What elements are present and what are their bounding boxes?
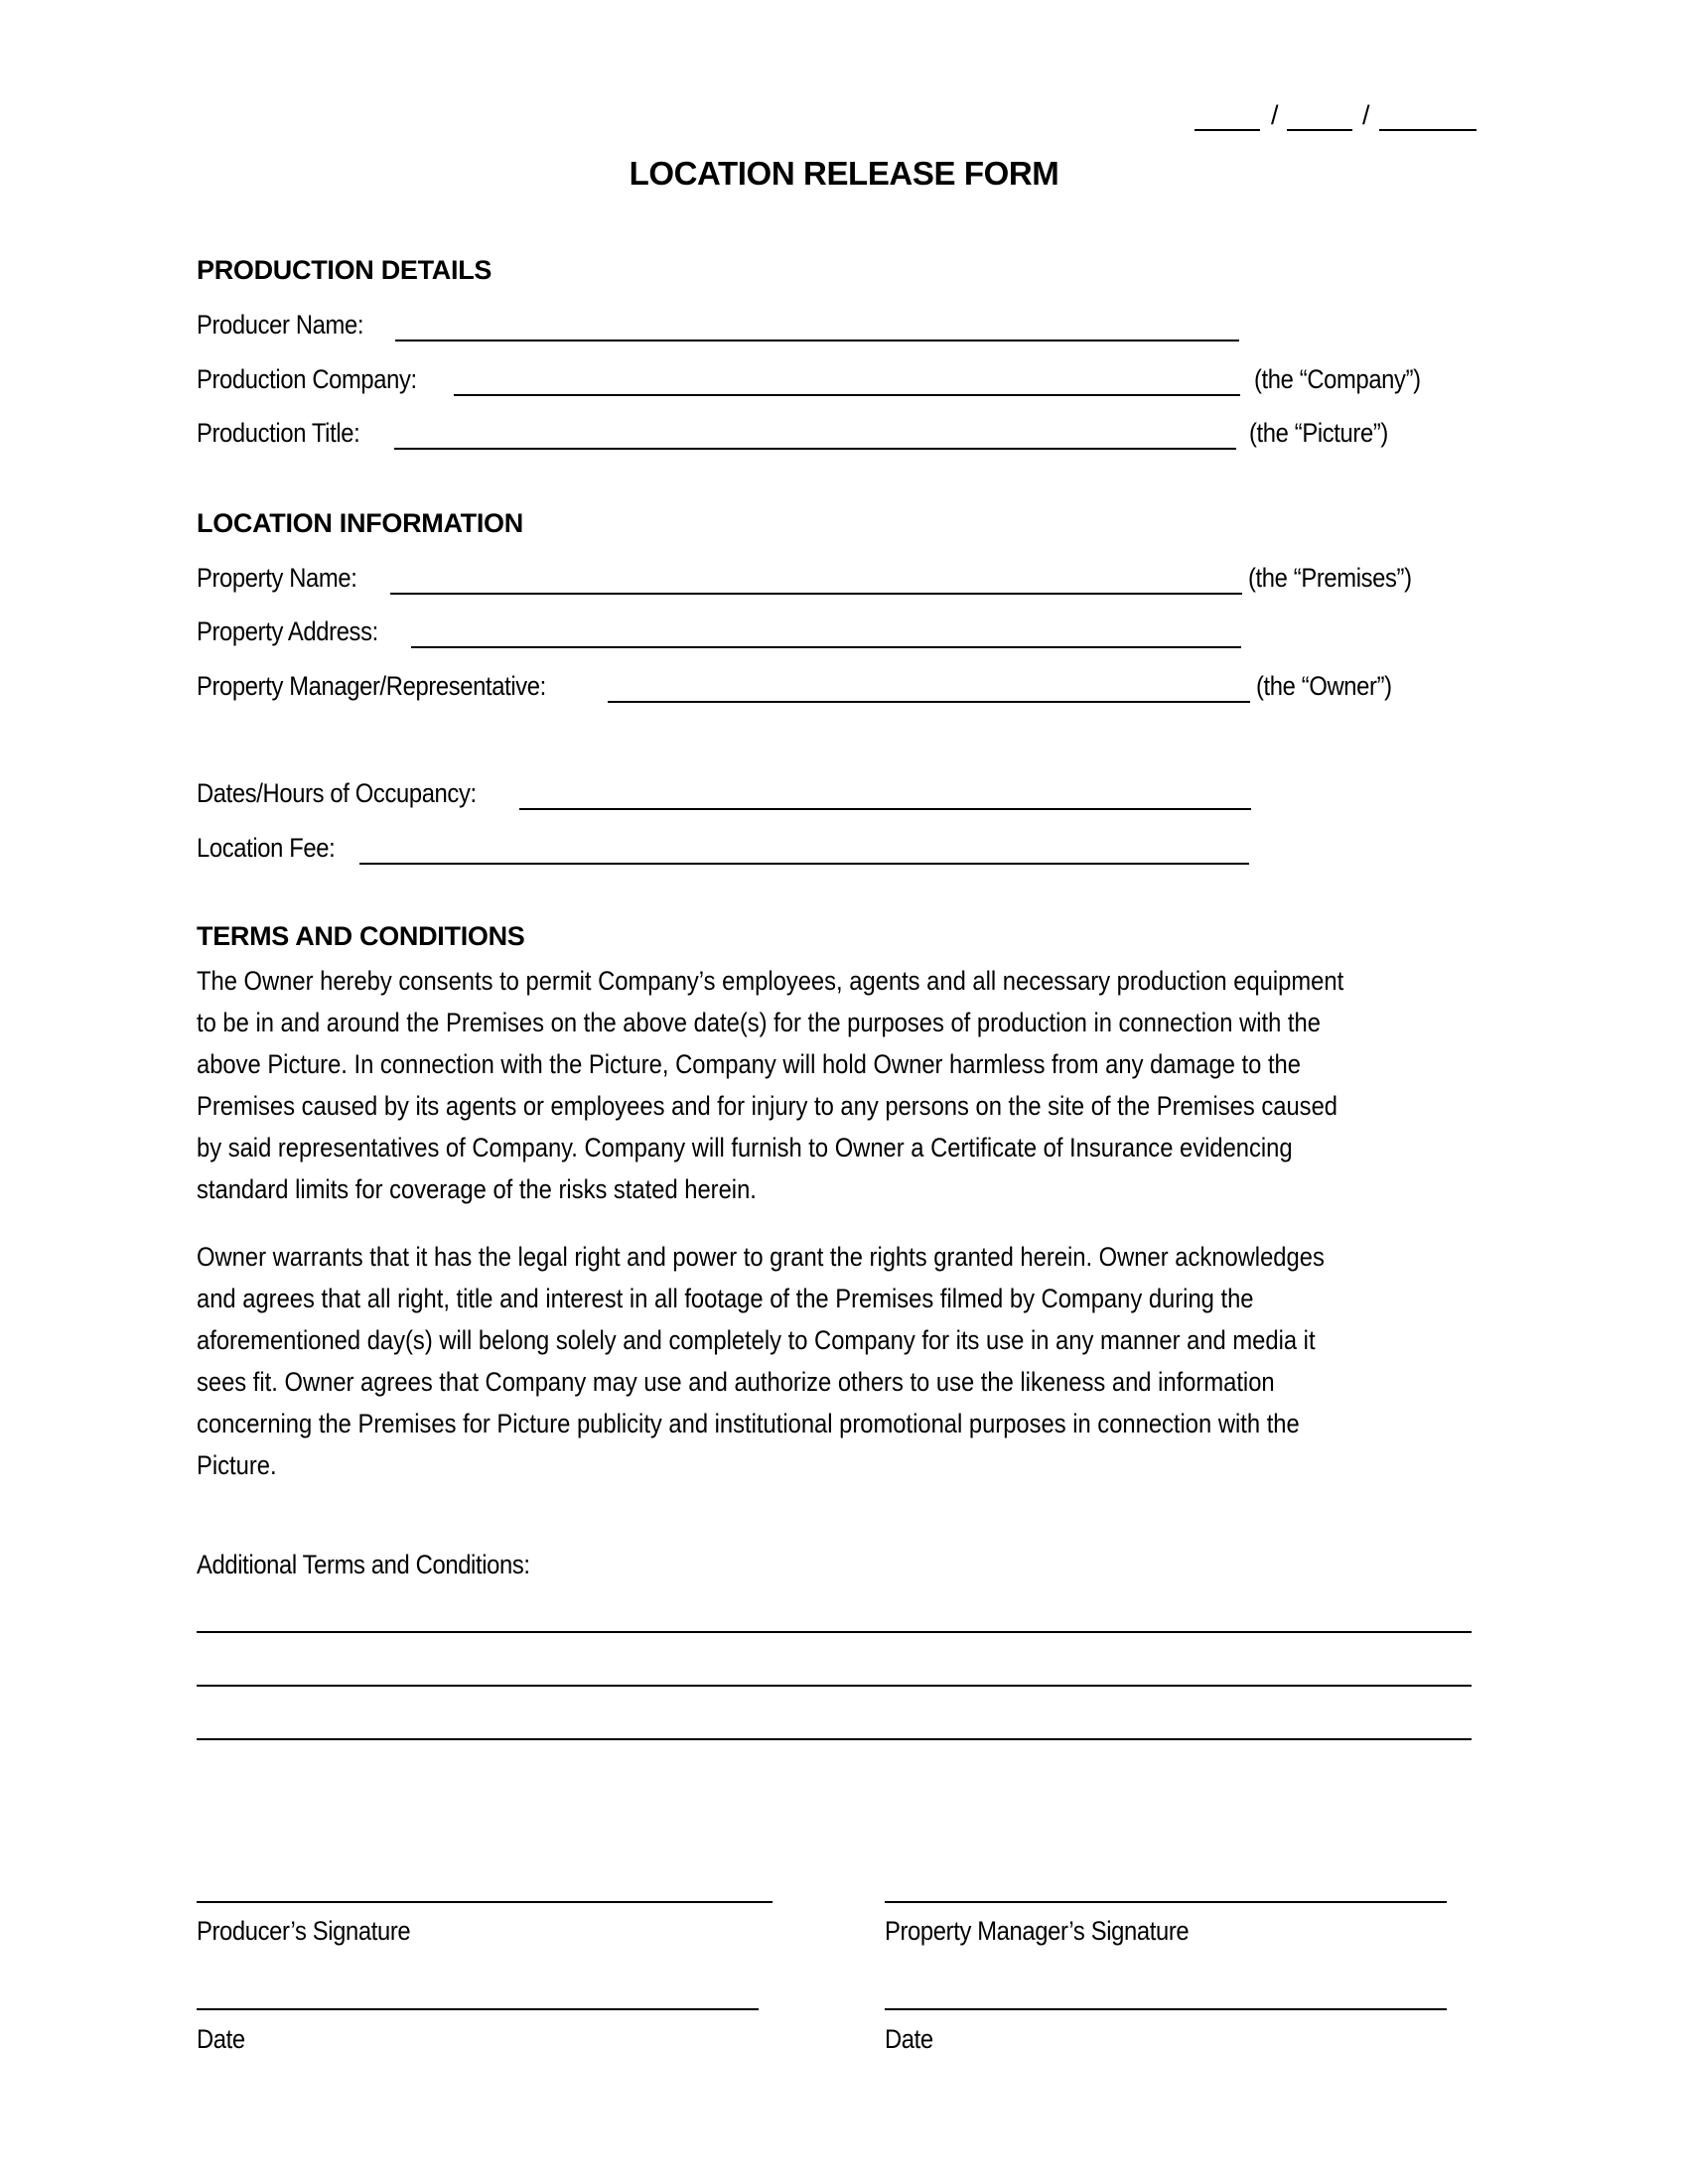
- property-address-field[interactable]: [411, 646, 1241, 648]
- paragraph-line: above Picture. In connection with the Picture, Company will hold Owner harmless from any damage to the: [197, 1049, 1301, 1079]
- additional-terms-label: Additional Terms and Conditions:: [197, 1550, 530, 1579]
- paragraph-line: aforementioned day(s) will belong solely and completely to Company for its use in any manner and media it: [197, 1325, 1316, 1355]
- producer-signature-label: Producer’s Signature: [197, 1916, 411, 1946]
- producer-date-label: Date: [197, 2024, 245, 2054]
- producer-name-label: Producer Name:: [197, 310, 364, 340]
- location-fee-field[interactable]: [359, 863, 1249, 865]
- owner-definition: (the “Owner”): [1256, 671, 1392, 701]
- paragraph-line: concerning the Premises for Picture publicity and institutional promotional purposes in connection with the: [197, 1409, 1300, 1438]
- date-day-blank[interactable]: [1287, 129, 1352, 131]
- additional-terms-line-1[interactable]: [197, 1631, 1472, 1633]
- date-separator: /: [1362, 100, 1370, 130]
- additional-terms-line-2[interactable]: [197, 1685, 1472, 1687]
- date-year-blank[interactable]: [1379, 129, 1477, 131]
- additional-terms-line-3[interactable]: [197, 1738, 1472, 1740]
- company-definition: (the “Company”): [1254, 364, 1421, 394]
- occupancy-label: Dates/Hours of Occupancy:: [197, 778, 477, 808]
- terms-paragraph-2: [197, 1236, 1487, 1486]
- section-heading-location-information: LOCATION INFORMATION: [197, 508, 523, 538]
- property-address-label: Property Address:: [197, 616, 378, 646]
- date-separator: /: [1271, 100, 1279, 130]
- production-company-field[interactable]: [454, 394, 1240, 396]
- location-fee-label: Location Fee:: [197, 833, 336, 863]
- paragraph-line: The Owner hereby consents to permit Company’s employees, agents and all necessary production equipment: [197, 966, 1344, 996]
- manager-date-label: Date: [885, 2024, 933, 2054]
- production-title-label: Production Title:: [197, 418, 360, 448]
- property-name-label: Property Name:: [197, 563, 357, 593]
- page-title: LOCATION RELEASE FORM: [629, 155, 1059, 192]
- picture-definition: (the “Picture”): [1249, 418, 1388, 448]
- production-title-field[interactable]: [394, 448, 1236, 450]
- section-heading-production-details: PRODUCTION DETAILS: [197, 255, 492, 285]
- paragraph-line: Premises caused by its agents or employees and for injury to any persons on the site of the Premises caused: [197, 1091, 1338, 1121]
- paragraph-line: by said representatives of Company. Company will furnish to Owner a Certificate of Insurance evidencing: [197, 1133, 1293, 1162]
- section-heading-terms: TERMS AND CONDITIONS: [197, 921, 525, 951]
- manager-signature-line[interactable]: [885, 1901, 1447, 1903]
- premises-definition: (the “Premises”): [1248, 563, 1412, 593]
- manager-signature-label: Property Manager’s Signature: [885, 1916, 1190, 1946]
- paragraph-line: to be in and around the Premises on the above date(s) for the purposes of production in connection with the: [197, 1008, 1321, 1037]
- manager-date-line[interactable]: [885, 2008, 1447, 2010]
- producer-signature-line[interactable]: [197, 1901, 773, 1903]
- terms-paragraph-1: [197, 960, 1487, 1210]
- property-manager-field[interactable]: [608, 701, 1250, 703]
- paragraph-line: Picture.: [197, 1450, 277, 1480]
- producer-name-field[interactable]: [395, 340, 1239, 341]
- occupancy-field[interactable]: [519, 808, 1251, 810]
- paragraph-line: and agrees that all right, title and interest in all footage of the Premises filmed by Company during the: [197, 1284, 1254, 1313]
- paragraph-line: Owner warrants that it has the legal right and power to grant the rights granted herein. Owner acknowledges: [197, 1242, 1325, 1272]
- producer-date-line[interactable]: [197, 2008, 759, 2010]
- date-month-blank[interactable]: [1195, 129, 1260, 131]
- property-manager-label: Property Manager/Representative:: [197, 671, 546, 701]
- property-name-field[interactable]: [390, 593, 1242, 595]
- production-company-label: Production Company:: [197, 364, 417, 394]
- paragraph-line: sees fit. Owner agrees that Company may use and authorize others to use the likeness and information: [197, 1367, 1275, 1397]
- paragraph-line: standard limits for coverage of the risks stated herein.: [197, 1174, 757, 1204]
